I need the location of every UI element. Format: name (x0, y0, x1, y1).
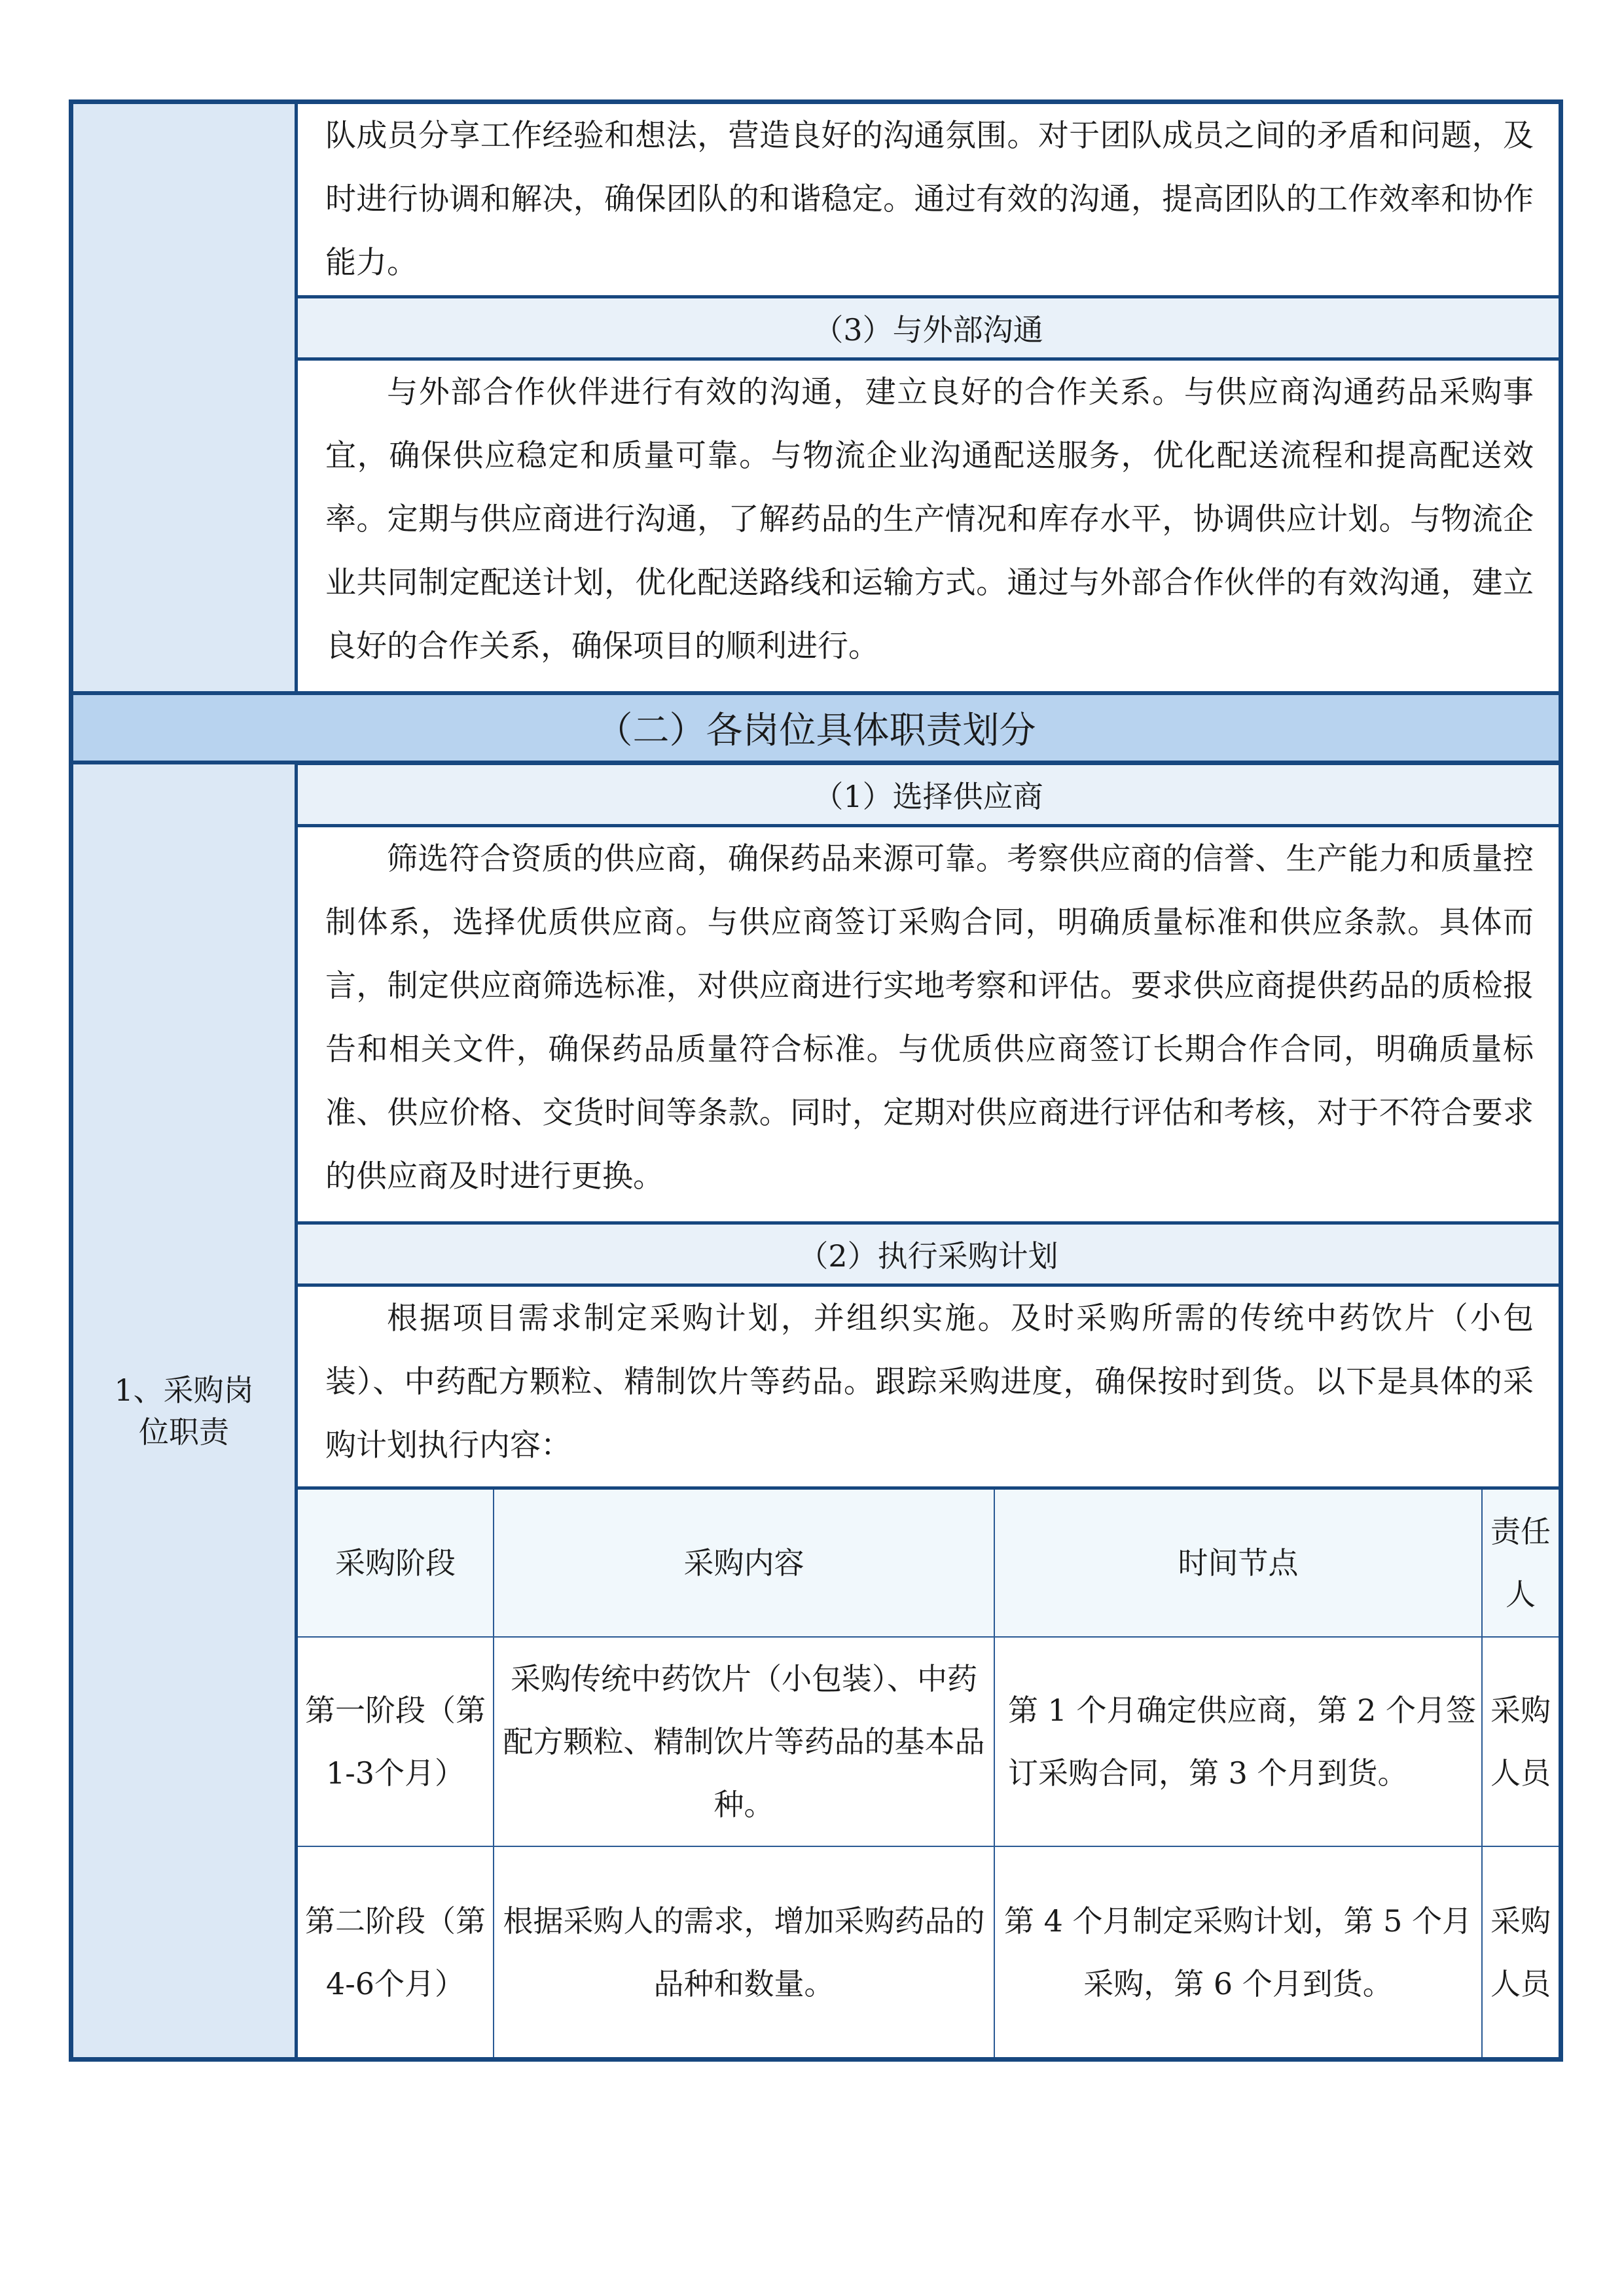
row2-timeline: 第 4 个月制定采购计划，第 5 个月采购，第 6 个月到货。 (995, 1847, 1483, 2057)
section-title: （二）各岗位具体职责划分 (73, 691, 1559, 764)
header-owner: 责任人 (1483, 1490, 1559, 1638)
row2-stage: 第二阶段（第4-6个月） (298, 1847, 494, 2057)
external-comm-text: 与外部合作伙伴进行有效的沟通，建立良好的合作关系。与供应商沟通药品采购事宜，确保供应稳定和质量可靠。与物流企业沟通配送服务，优化配送流程和提高配送效率。定期与供应商进行沟通，了解药品的生产情况和库存水平，协调供应计划。与物流企业共同制定配送计划，优化配送路线和运输方式。通过与外部合作伙伴的有效沟通，建立良好的合作关系，确保项目的顺利进行。 (298, 361, 1559, 692)
header-timeline: 时间节点 (995, 1490, 1483, 1638)
header-content: 采购内容 (494, 1490, 995, 1638)
role-label: 1、采购岗位职责 (73, 764, 298, 2057)
item-text-select-supplier: 筛选符合资质的供应商，确保药品来源可靠。考察供应商的信誉、生产能力和质量控制体系，选择优质供应商。与供应商签订采购合同，明确质量标准和供应条款。具体而言，制定供应商筛选标准，对供应商进行实地考察和评估。要求供应商提供药品的质检报告和相关文件，确保药品质量符合标准。与优质供应商签订长期合作合同，明确质量标准、供应价格、交货时间等条款。同时，定期对供应商进行评估和考核，对于不符合要求的供应商及时进行更换。 (298, 827, 1559, 1223)
external-comm-heading: （3）与外部沟通 (298, 295, 1559, 361)
row1-stage: 第一阶段（第1-3个月） (298, 1638, 494, 1847)
left-column-upper (73, 104, 298, 692)
row2-content: 根据采购人的需求，增加采购药品的品种和数量。 (494, 1847, 995, 2057)
header-stage: 采购阶段 (298, 1490, 494, 1638)
item-text-execute-plan: 根据项目需求制定采购计划，并组织实施。及时采购所需的传统中药饮片（小包装）、中药配方颗粒、精制饮片等药品。跟踪采购进度，确保按时到货。以下是具体的采购计划执行内容： (298, 1287, 1559, 1488)
continuation-paragraph: 队成员分享工作经验和想法，营造良好的沟通氛围。对于团队成员之间的矛盾和问题，及时进行协调和解决，确保团队的和谐稳定。通过有效的沟通，提高团队的工作效率和协作能力。 (298, 104, 1559, 296)
item-heading-execute-plan: （2）执行采购计划 (298, 1221, 1559, 1287)
row1-content: 采购传统中药饮片（小包装）、中药配方颗粒、精制饮片等药品的基本品种。 (494, 1638, 995, 1847)
row2-owner: 采购人员 (1490, 1903, 1551, 2001)
row1-timeline: 第 1 个月确定供应商，第 2 个月签订采购合同，第 3 个月到货。 (995, 1638, 1483, 1847)
item-heading-select-supplier: （1）选择供应商 (298, 762, 1559, 827)
row1-owner: 采购人员 (1483, 1638, 1559, 1847)
